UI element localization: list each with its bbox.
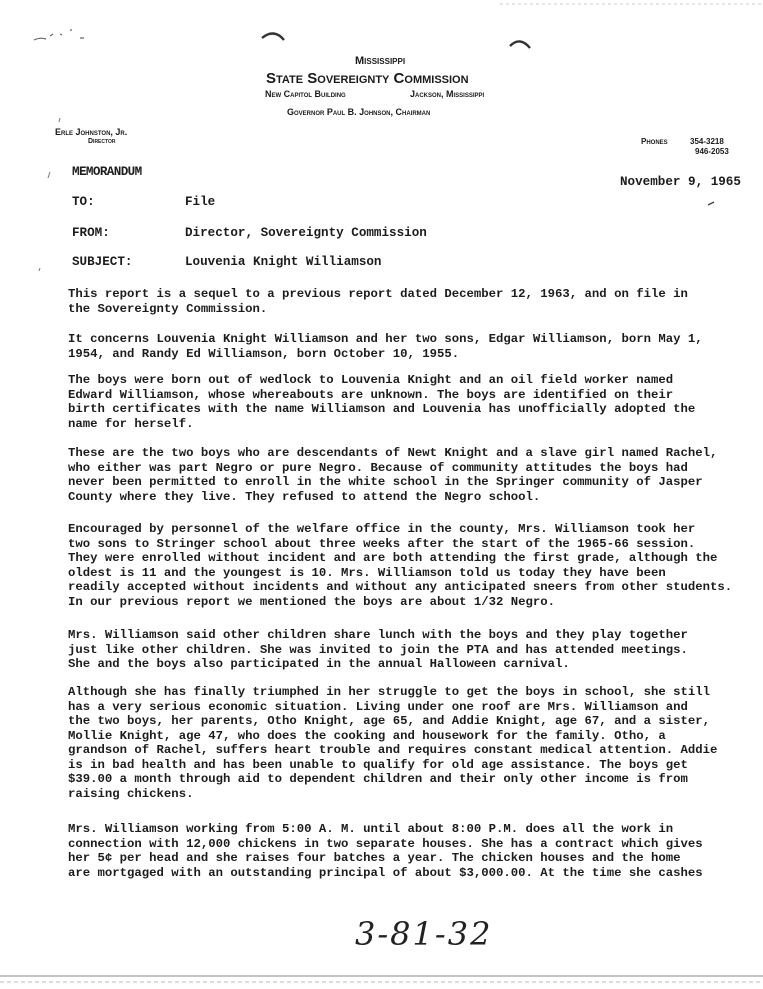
letterhead-agency: State Sovereignty Commission — [266, 70, 469, 87]
paragraph-line: never been permitted to enroll in the white school in the Springer community of Jasper — [68, 475, 703, 489]
paragraph-line: In our previous report we mentioned the boys are about 1/32 Negro. — [68, 594, 556, 609]
paragraph-line: the Sovereignty Commission. — [68, 301, 268, 316]
letterhead-state: Mississippi — [355, 55, 406, 67]
paragraph-line: just like other children. She was invited to join the PTA and has attended meetings. — [68, 642, 688, 657]
paragraph-line: $39.00 a month through aid to dependent children and their only other income is from — [68, 772, 688, 786]
memo-date: November 9, 1965 — [620, 175, 741, 189]
paragraph-line: birth certificates with the name Williamson and Louvenia has unofficially adopted the — [68, 402, 696, 416]
paragraph-line: This report is a sequel to a previous report dated December 12, 1963, and on file in — [68, 287, 688, 301]
paragraph-line: County where they live. They refused to attend the Negro school. — [68, 489, 541, 504]
paragraph-line: Mollie Knight, age 47, who does the cooking and housework for the family. Otho, a — [68, 728, 666, 743]
paragraph-line: Although she has finally triumphed in her struggle to get the boys in school, she still — [68, 685, 711, 699]
letterhead-address-right: Jackson, Mississippi — [410, 89, 485, 99]
director-name: Erle Johnston, Jr. — [55, 127, 128, 137]
paragraph-line: Encouraged by personnel of the welfare office in the county, Mrs. Williamson took her — [68, 522, 696, 536]
paragraph-line: Edward Williamson, whose whereabouts are unknown. The boys are identified on their — [68, 387, 674, 402]
file-number: 3-81-32 — [355, 915, 493, 953]
subject-value: Louvenia Knight Williamson — [185, 255, 382, 269]
letterhead-address-left: New Capitol Building — [265, 89, 346, 99]
paragraph-4 — [68, 446, 758, 504]
paragraph-line: They were enrolled without incident and are both attending the first grade, although the — [68, 551, 718, 565]
paragraph-line: her 5¢ per head and she raises four batches a year. The chicken houses and the home — [68, 851, 681, 865]
phones-label: Phones — [641, 137, 668, 146]
paragraph-line: She and the boys also participated in the annual Halloween carnival. — [68, 657, 570, 671]
paragraph-1 — [68, 287, 758, 316]
memo-type: MEMORANDUM — [72, 165, 142, 179]
to-label: TO: — [72, 195, 95, 209]
paragraph-line: It concerns Louvenia Knight Williamson and her two sons, Edgar Williamson, born May 1, — [68, 332, 703, 346]
paragraph-line: These are the two boys who are descendants of Newt Knight and a slave girl named Rachel, — [68, 446, 718, 460]
bottom-rule — [0, 970, 763, 989]
subject-label: SUBJECT: — [72, 255, 133, 269]
phone-1: 354-3218 — [690, 137, 724, 146]
paragraph-5 — [68, 522, 758, 609]
paragraph-line: the two boys, her parents, Otho Knight, age 65, and Addie Knight, age 67, and a sister, — [68, 714, 711, 728]
paragraph-line: oldest is 11 and the youngest is 10. Mrs. Williamson told us today they have been — [68, 565, 666, 580]
paragraph-line: raising chickens. — [68, 786, 194, 801]
paragraph-2 — [68, 332, 758, 361]
to-value: File — [185, 195, 216, 209]
paragraph-line: who either was part Negro or pure Negro. Because of community attitudes the boys had — [68, 460, 688, 475]
paragraph-6 — [68, 628, 758, 672]
paragraph-line: connection with 12,000 chickens in two separate houses. She has a contract which gives — [68, 836, 703, 851]
paragraph-line: Mrs. Williamson said other children share lunch with the boys and they play together — [68, 628, 688, 642]
paragraph-line: readily accepted without incidents and without any anticipated sneers from other students. — [68, 580, 733, 594]
director-title: Director — [88, 138, 116, 145]
paragraph-line: two sons to Stringer school about three weeks after the start of the 1965-66 session. — [68, 536, 696, 551]
paragraph-line: Mrs. Williamson working from 5:00 A. M. until about 8:00 P.M. does all the work in — [68, 822, 674, 836]
paragraph-line: is in bad health and has been unable to qualify for old age assistance. The boys get — [68, 757, 688, 772]
from-label: FROM: — [72, 226, 110, 240]
paragraph-3 — [68, 373, 758, 431]
paragraph-7 — [68, 685, 758, 801]
paragraph-line: 1954, and Randy Ed Williamson, born October 10, 1955. — [68, 346, 460, 361]
letterhead-governor: Governor Paul B. Johnson, Chairman — [287, 107, 431, 117]
phone-2: 946-2053 — [695, 147, 729, 156]
paragraph-line: has a very serious economic situation. Living under one roof are Mrs. Williamson and — [68, 699, 688, 714]
paragraph-8 — [68, 822, 758, 880]
paragraph-line: name for herself. — [68, 416, 194, 431]
from-value: Director, Sovereignty Commission — [185, 226, 427, 240]
paragraph-line: grandson of Rachel, suffers heart trouble and requires constant medical attention. Addie — [68, 743, 718, 757]
paragraph-line: are mortgaged with an outstanding principal of about $3,000.00. At the time she cashes — [68, 865, 703, 880]
paragraph-line: The boys were born out of wedlock to Louvenia Knight and an oil field worker named — [68, 373, 674, 387]
